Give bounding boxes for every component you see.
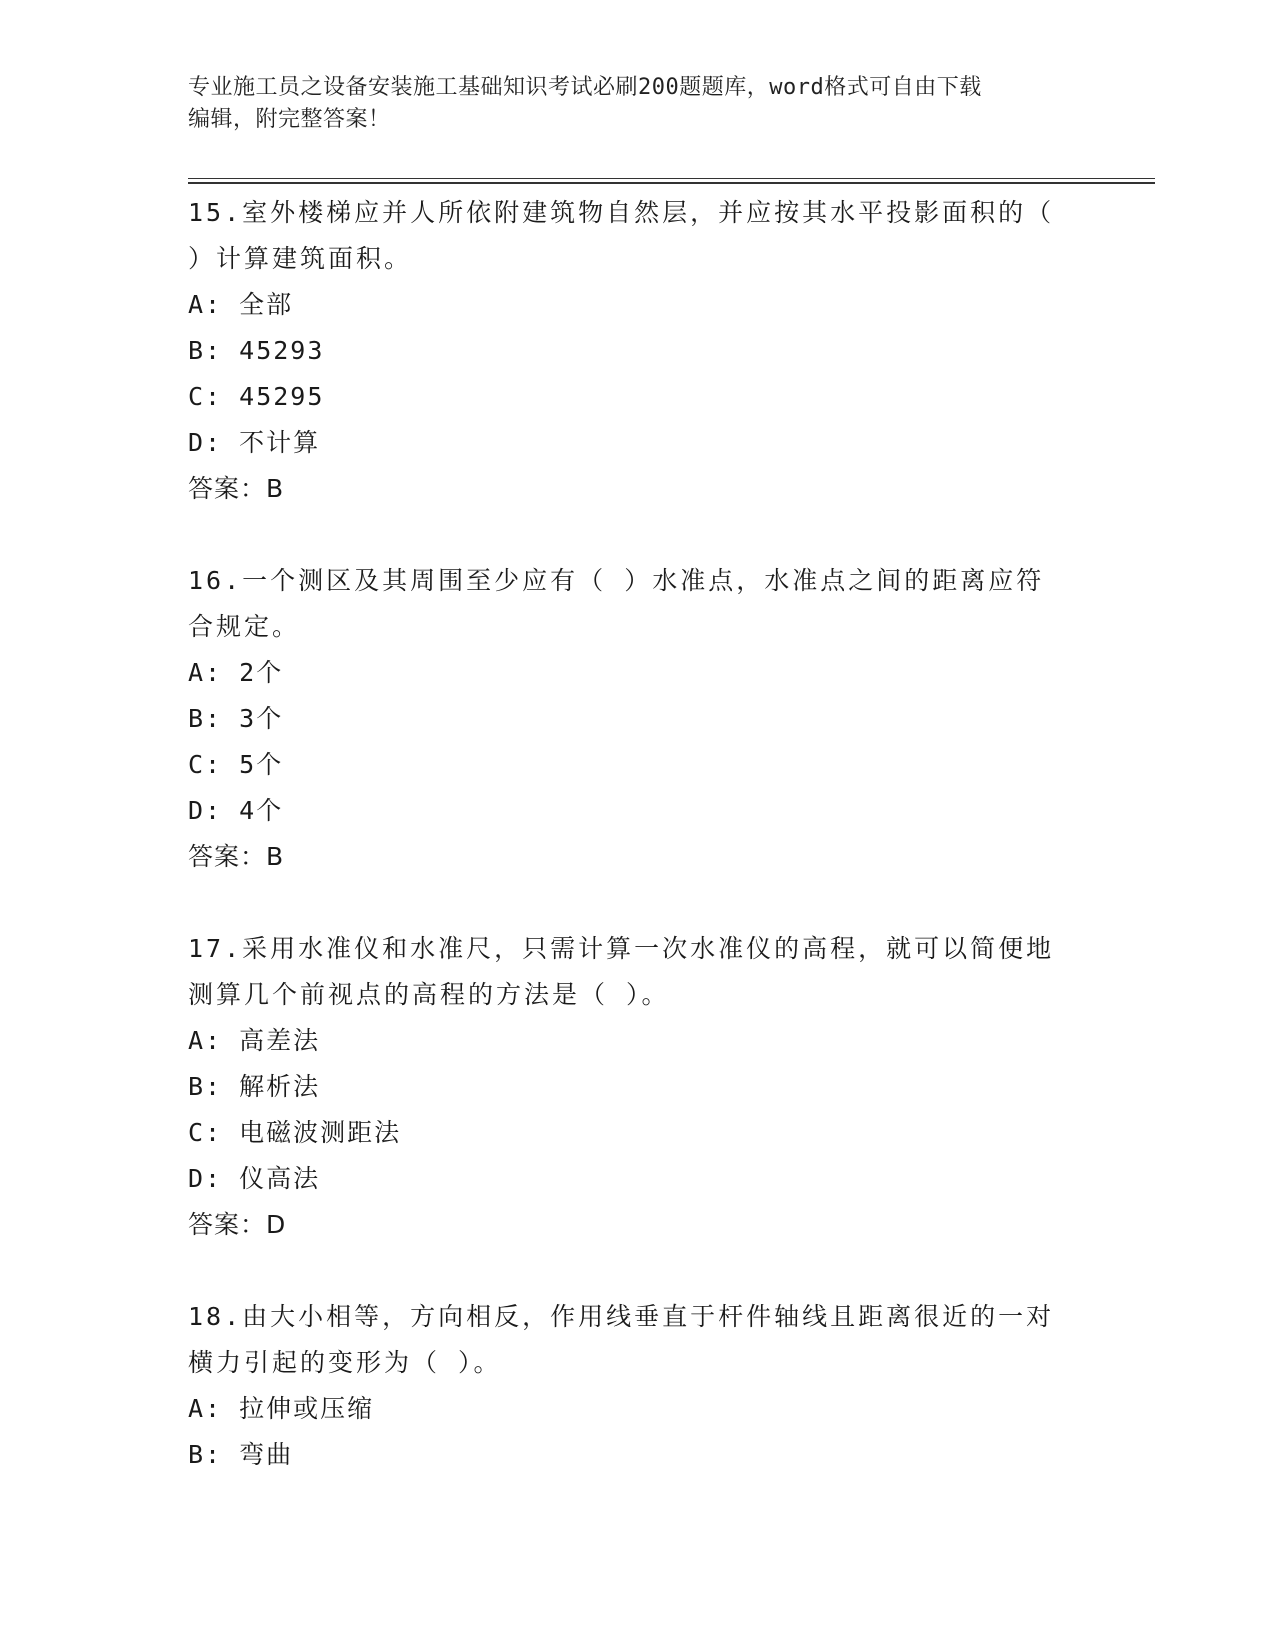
- question-15: [188, 190, 1088, 512]
- question-stem-line: 17.采用水准仪和水准尺，只需计算一次水准仪的高程，就可以简便地: [188, 934, 1055, 963]
- question-stem: [188, 926, 1088, 1018]
- question-stem: [188, 558, 1088, 650]
- header-title-line-1: 专业施工员之设备安装施工基础知识考试必刷200题题库，word格式可自由下载: [188, 75, 982, 100]
- header-title-line-2: 编辑，附完整答案！: [188, 107, 391, 132]
- answer-line: 答案：D: [188, 1210, 287, 1239]
- question-list: [188, 190, 1088, 1478]
- option-a: A: 2个: [188, 658, 284, 687]
- option-b: B: 45293: [188, 336, 325, 365]
- question-stem-line: 横力引起的变形为（ ）。: [188, 1348, 502, 1377]
- question-stem: [188, 1294, 1088, 1386]
- question-stem: [188, 190, 1088, 282]
- answer-line: 答案：B: [188, 842, 285, 871]
- document-header: [188, 72, 1088, 136]
- question-stem-line: 15.室外楼梯应并人所依附建筑物自然层，并应按其水平投影面积的（: [188, 198, 1055, 227]
- question-spacer: [188, 880, 1088, 926]
- question-stem-line: 测算几个前视点的高程的方法是（ ）。: [188, 980, 670, 1009]
- option-a: A: 拉伸或压缩: [188, 1394, 375, 1423]
- question-18: [188, 1294, 1088, 1478]
- question-stem-line: 18.由大小相等，方向相反，作用线垂直于杆件轴线且距离很近的一对: [188, 1302, 1055, 1331]
- question-spacer: [188, 1248, 1088, 1294]
- option-c: C: 5个: [188, 750, 284, 779]
- option-b: B: 3个: [188, 704, 284, 733]
- option-c: C: 45295: [188, 382, 325, 411]
- option-b: B: 解析法: [188, 1072, 321, 1101]
- question-16: [188, 558, 1088, 880]
- question-17: [188, 926, 1088, 1248]
- option-a: A: 全部: [188, 290, 294, 319]
- question-spacer: [188, 512, 1088, 558]
- question-stem-line: ）计算建筑面积。: [188, 244, 413, 273]
- option-d: D: 不计算: [188, 428, 321, 457]
- option-d: D: 4个: [188, 796, 284, 825]
- header-divider-thin: [188, 178, 1155, 179]
- option-c: C: 电磁波测距法: [188, 1118, 402, 1147]
- question-stem-line: 16.一个测区及其周围至少应有（ ）水准点，水准点之间的距离应符: [188, 566, 1045, 595]
- option-b: B: 弯曲: [188, 1440, 294, 1469]
- option-a: A: 高差法: [188, 1026, 321, 1055]
- header-divider-thick: [188, 182, 1155, 184]
- question-stem-line: 合规定。: [188, 612, 301, 641]
- answer-line: 答案：B: [188, 474, 285, 503]
- option-d: D: 仪高法: [188, 1164, 321, 1193]
